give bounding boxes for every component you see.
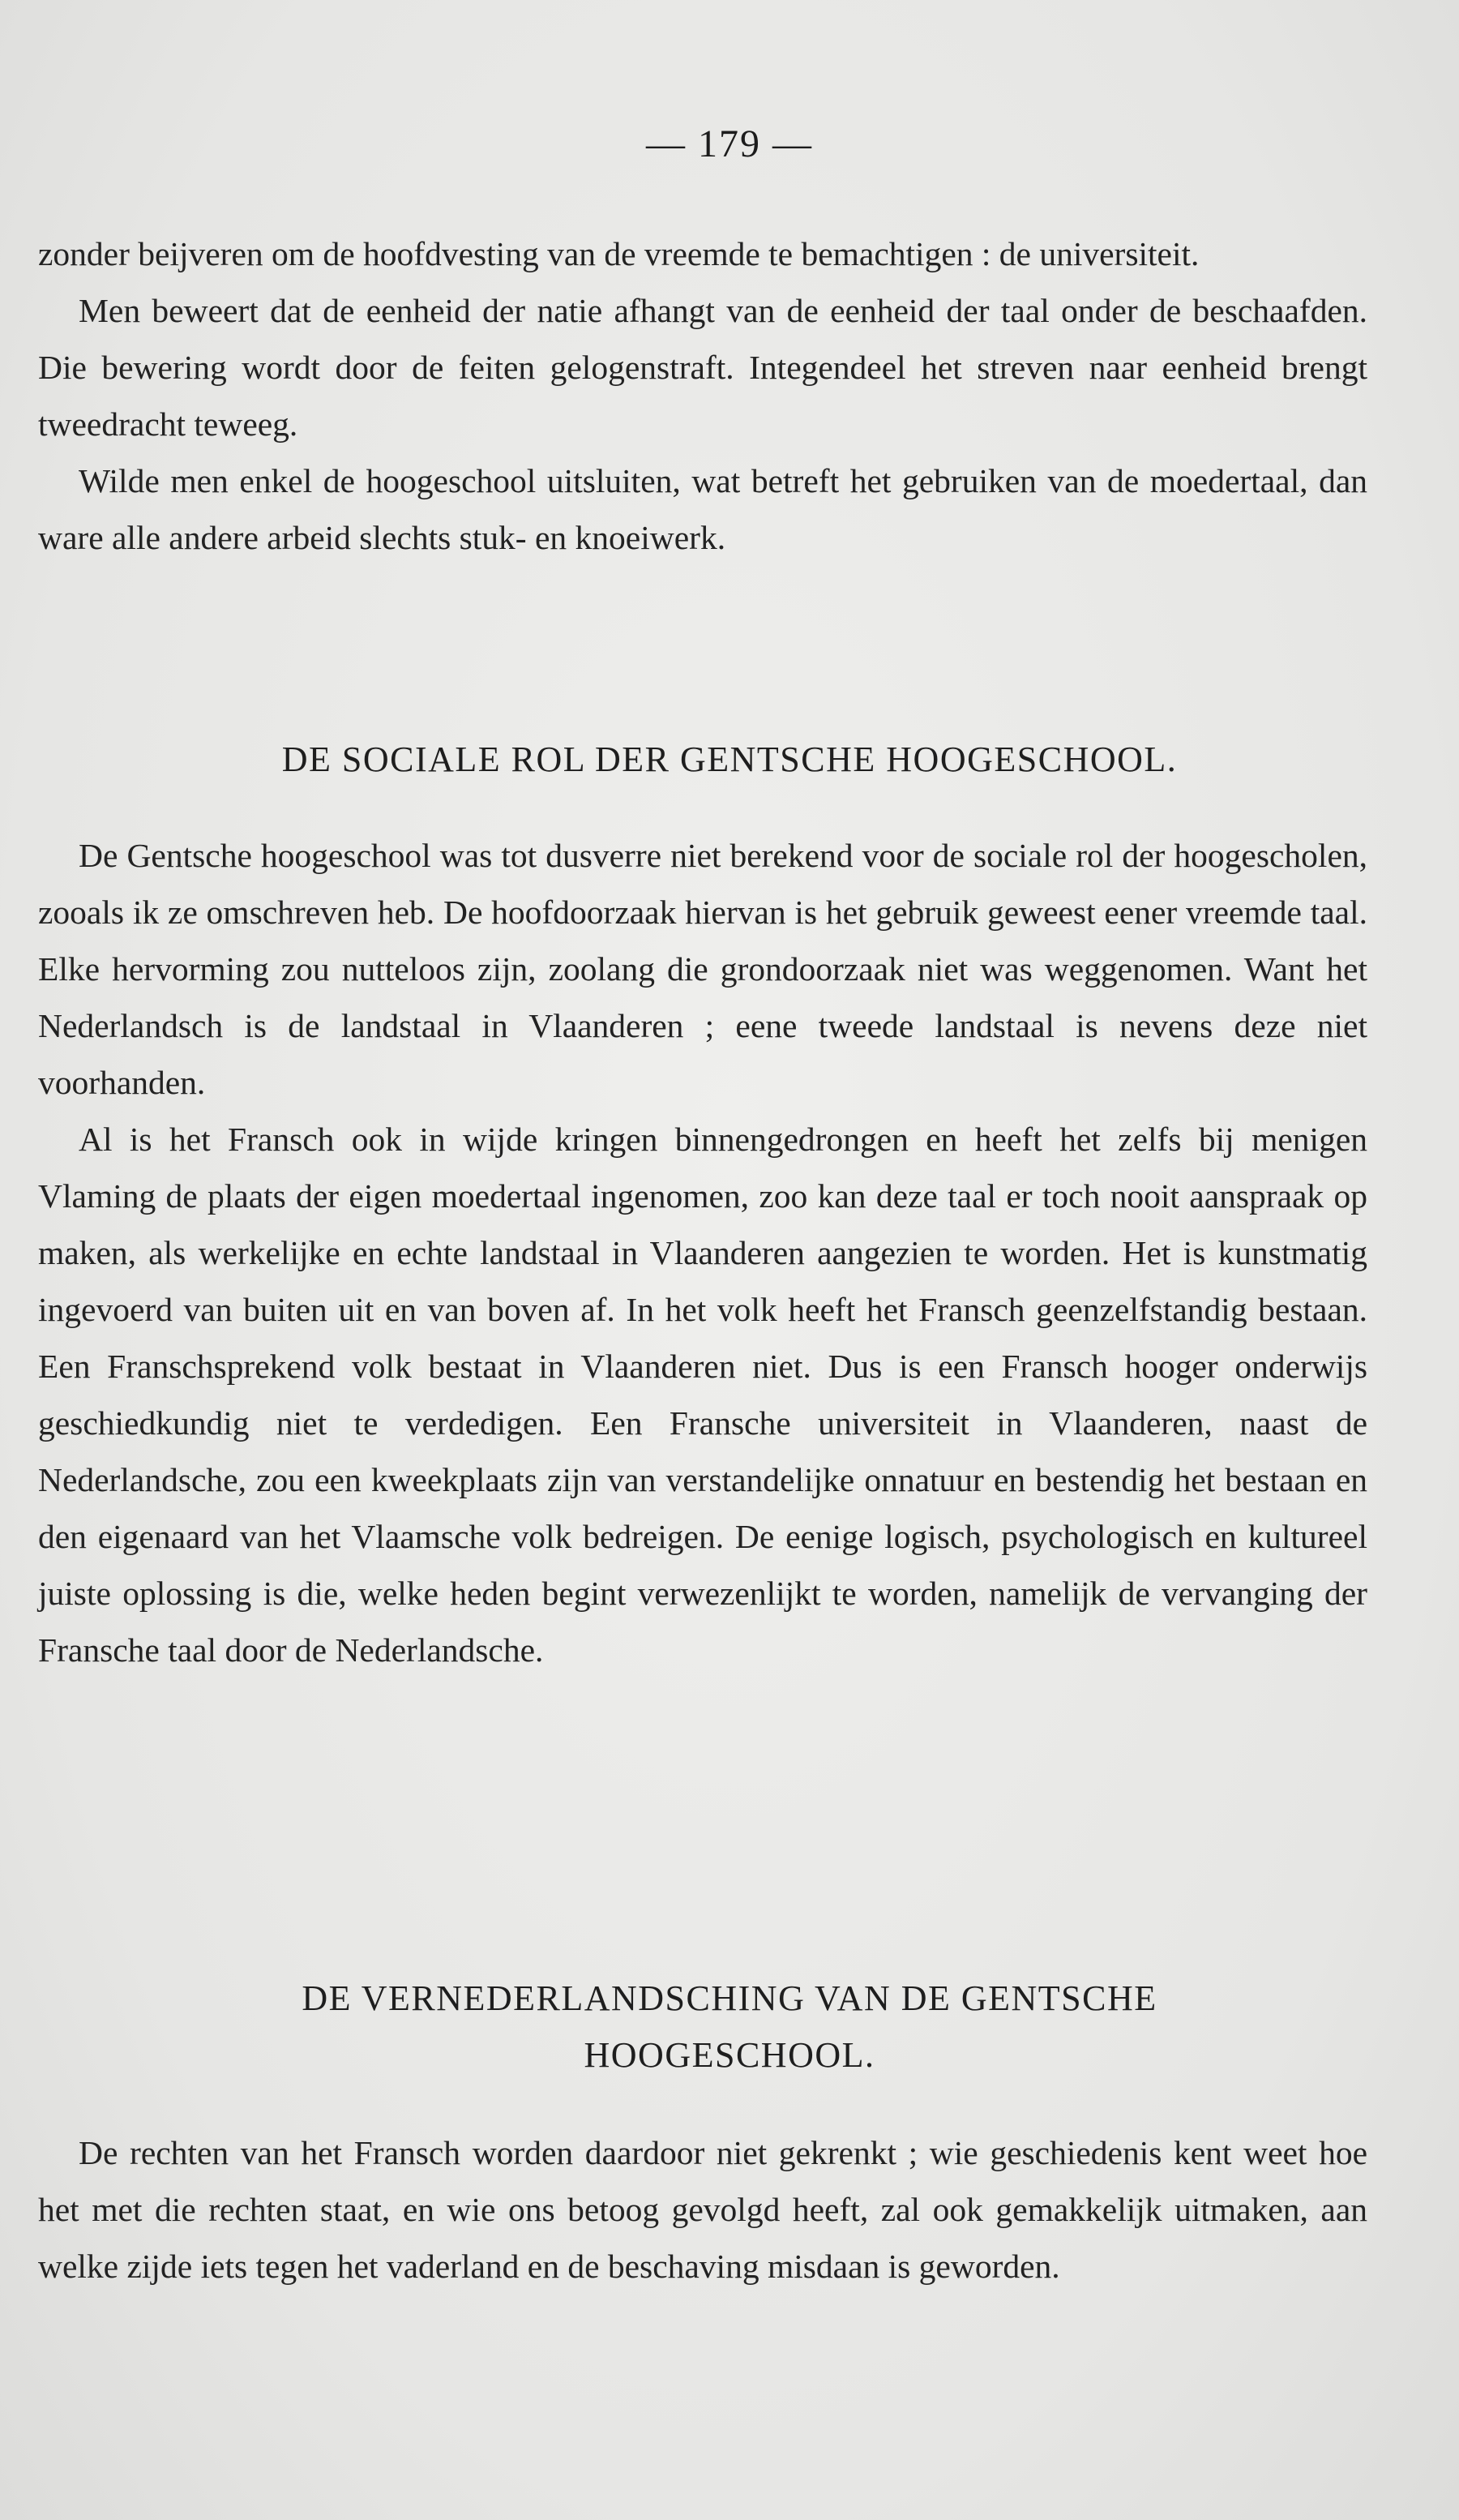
text-block-section-1 (38, 827, 1367, 1678)
paragraph: De Gentsche hoogeschool was tot dusverre niet berekend voor de sociale rol der hoogescholen, zooals ik ze omschreven heb. De hoofdoorzaak hiervan is het gebruik geweest eener vreemde taal. Elke hervorming zou nutteloos zijn, zoolang die grondoorzaak niet was weggenomen. Want het Nederlandsch is de landstaal in Vlaanderen ; eene tweede landstaal is nevens deze niet voorhanden. (38, 837, 1367, 1101)
section-heading: DE SOCIALE ROL DER GENTSCHE HOOGESCHOOL. (281, 739, 1178, 779)
page-number: — 179 — (646, 122, 813, 165)
text-block-intro (38, 225, 1367, 566)
text-block-section-2 (38, 2124, 1367, 2295)
section-heading (0, 1970, 1459, 2084)
section-heading-line: DE VERNEDERLANDSCHING VAN DE GENTSCHE (302, 1978, 1157, 2018)
section-heading-line: HOOGESCHOOL. (584, 2035, 875, 2075)
paragraph: Al is het Fransch ook in wijde kringen binnengedrongen en heeft het zelfs bij menigen Vlaming de plaats der eigen moedertaal ingenomen, zoo kan deze taal er toch nooit aanspraak op maken, als werkelijke en echte landstaal in Vlaanderen aangezien te worden. Het is kunstmatig ingevoerd van buiten uit en van boven af. In het volk heeft het Fransch geenzelfstandig bestaan. Een Franschsprekend volk bestaat in Vlaanderen niet. Dus is een Fransch hooger onderwijs geschiedkundig niet te verdedigen. Een Fransche universiteit in Vlaanderen, naast de Nederlandsche, zou een kweekplaats zijn van verstandelijke onnatuur en bestendig het bestaan en den eigenaard van het Vlaamsche volk bedreigen. De eenige logisch, psychologisch en kultureel juiste oplossing is die, welke heden begint verwezenlijkt te worden, namelijk de vervanging der Fransche taal door de Nederlandsche. (38, 1121, 1367, 1669)
paragraph: Men beweert dat de eenheid der natie afhangt van de eenheid der taal onder de beschaafden. Die bewering wordt door de feiten gelogenstraft. Integendeel het streven naar eenheid brengt tweedracht teweeg. (38, 292, 1367, 443)
paragraph: De rechten van het Fransch worden daardoor niet gekrenkt ; wie geschiedenis kent weet hoe het met die rechten staat, en wie ons betoog gevolgd heeft, zal ook gemakkelijk uitmaken, aan welke zijde iets tegen het vaderland en de beschaving misdaan is geworden. (38, 2134, 1367, 2285)
paragraph: zonder beijveren om de hoofdvesting van de vreemde te bemachtigen : de universiteit. (38, 235, 1200, 272)
paragraph: Wilde men enkel de hoogeschool uitsluiten, wat betreft het gebruiken van de moedertaal, dan ware alle andere arbeid slechts stuk- en knoeiwerk. (38, 462, 1367, 556)
